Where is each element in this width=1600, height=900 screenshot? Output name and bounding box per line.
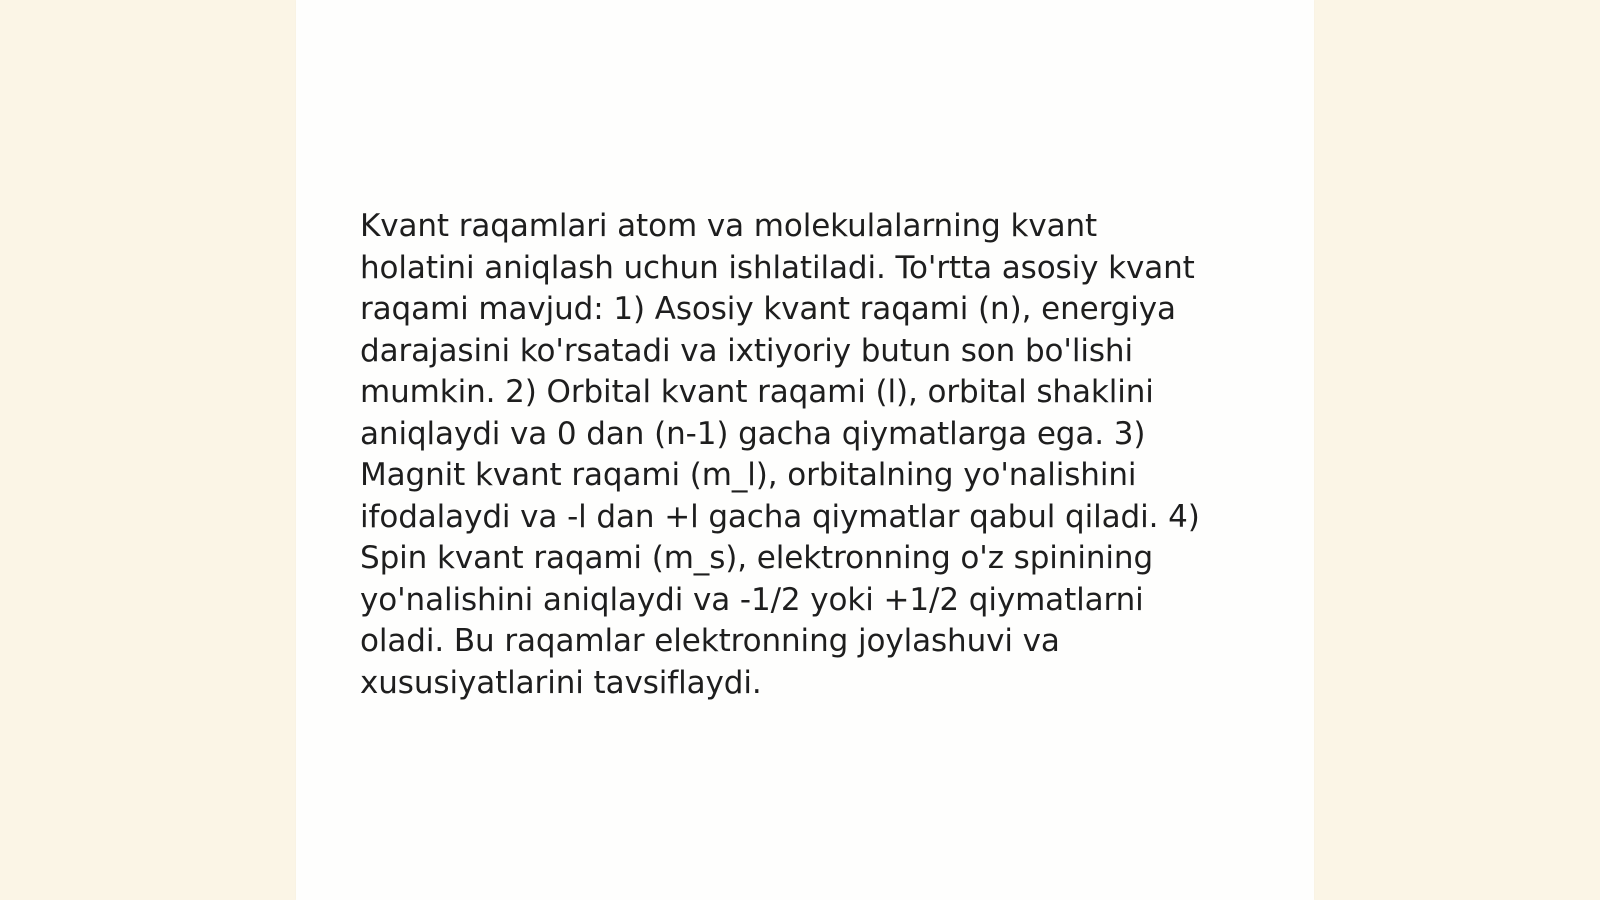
body-paragraph — [360, 206, 1260, 704]
document-page — [296, 0, 1314, 900]
paragraph-line: darajasini ko'rsatadi va ixtiyoriy butun son bo'lishi — [360, 332, 1133, 369]
left-margin-band — [0, 0, 296, 900]
paragraph-line: Spin kvant raqami (m_s), elektronning o'z spinining — [360, 540, 1154, 576]
paragraph-line: Kvant raqamlari atom va molekulalarning kvant — [360, 208, 1098, 244]
paragraph-line: xususiyatlarini tavsiflaydi. — [360, 664, 762, 701]
paragraph-line: ifodalaydi va -l dan +l gacha qiymatlar qabul qiladi. 4) — [360, 498, 1200, 535]
paragraph-line: oladi. Bu raqamlar elektronning joylashuvi va — [360, 623, 1060, 659]
paragraph-line: mumkin. 2) Orbital kvant raqami (l), orbital shaklini — [360, 374, 1154, 410]
paragraph-line: holatini aniqlash uchun ishlatiladi. To'rtta asosiy kvant — [360, 249, 1195, 286]
right-margin-band — [1314, 0, 1600, 900]
paragraph-line: Magnit kvant raqami (m_l), orbitalning yo'nalishini — [360, 457, 1137, 493]
paragraph-line: aniqlaydi va 0 dan (n-1) gacha qiymatlarga ega. 3) — [360, 415, 1146, 452]
paragraph-line: raqami mavjud: 1) Asosiy kvant raqami (n), energiya — [360, 291, 1176, 327]
paragraph-line: yo'nalishini aniqlaydi va -1/2 yoki +1/2 qiymatlarni — [360, 581, 1144, 618]
